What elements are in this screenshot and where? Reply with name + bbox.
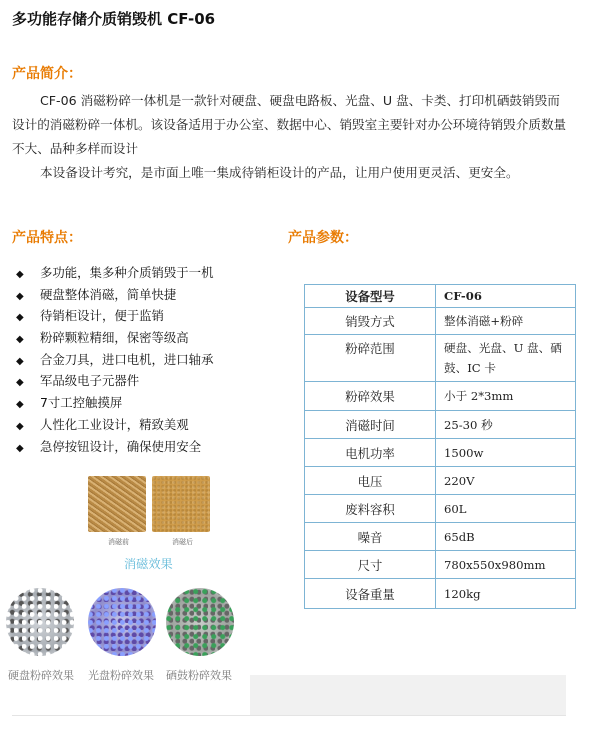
feature-item bbox=[16, 327, 276, 349]
feature-text: 硬盘整体消磁，简单快捷 bbox=[40, 286, 177, 302]
diamond-bullet-icon: ◆ bbox=[16, 377, 24, 389]
footer-divider bbox=[12, 715, 566, 716]
param-value: 60L bbox=[436, 495, 576, 523]
cd-shred-image bbox=[88, 588, 156, 656]
feature-text: 粉碎颗粒精细，保密等级高 bbox=[40, 330, 189, 346]
feature-item bbox=[16, 349, 276, 371]
table-row bbox=[305, 285, 576, 308]
intro-text bbox=[12, 89, 572, 185]
param-key: 消磁时间 bbox=[305, 411, 436, 439]
feature-item bbox=[16, 305, 276, 327]
table-row bbox=[305, 335, 576, 382]
features-list bbox=[16, 262, 276, 457]
diamond-bullet-icon: ◆ bbox=[16, 334, 24, 346]
feature-item bbox=[16, 262, 276, 284]
table-row bbox=[305, 467, 576, 495]
diamond-bullet-icon: ◆ bbox=[16, 312, 24, 324]
diamond-bullet-icon: ◆ bbox=[16, 290, 24, 302]
diamond-bullet-icon: ◆ bbox=[16, 399, 24, 411]
param-key: 噪音 bbox=[305, 523, 436, 551]
param-value: 小于 2*3mm bbox=[436, 382, 576, 411]
table-row bbox=[305, 382, 576, 411]
table-row bbox=[305, 411, 576, 439]
texture-before-caption: 消磁前 bbox=[108, 538, 129, 546]
params-table bbox=[304, 284, 576, 609]
param-value: 1500w bbox=[436, 439, 576, 467]
param-value: 120kg bbox=[436, 579, 576, 609]
param-value: 780x550x980mm bbox=[436, 551, 576, 579]
feature-item bbox=[16, 370, 276, 392]
table-row bbox=[305, 551, 576, 579]
toner-drum-shred-image bbox=[166, 588, 234, 656]
table-row bbox=[305, 523, 576, 551]
hard-disk-shred-caption: 硬盘粉碎效果 bbox=[8, 669, 74, 682]
param-value: 65dB bbox=[436, 523, 576, 551]
param-key: 废料容积 bbox=[305, 495, 436, 523]
param-key: 电机功率 bbox=[305, 439, 436, 467]
intro-heading: 产品简介： bbox=[12, 66, 82, 82]
intro-paragraph-2: 本设备设计考究，是市面上唯一集成待销柜设计的产品，让用户使用更灵活、更安全。 bbox=[40, 165, 519, 180]
table-row bbox=[305, 439, 576, 467]
diamond-bullet-icon: ◆ bbox=[16, 269, 24, 280]
hard-disk-shred-image bbox=[6, 588, 74, 656]
demag-effect-caption: 消磁效果 bbox=[124, 557, 173, 571]
feature-text: 人性化工业设计，精致美观 bbox=[40, 416, 189, 432]
param-value: 硬盘、光盘、U 盘、硒鼓、IC 卡 bbox=[436, 335, 576, 382]
intro-paragraph-1: CF-06 消磁粉碎一体机是一款针对硬盘、硬盘电路板、光盘、U 盘、卡类、打印机硒鼓销毁而设计的消磁粉碎一体机。该设备适用于办公室、数据中心、销毁室主要针对办公环境待销毁介质数量不大、品种多样而设计 bbox=[12, 93, 567, 156]
param-key: 电压 bbox=[305, 467, 436, 495]
param-value: CF-06 bbox=[436, 285, 576, 308]
params-heading: 产品参数： bbox=[288, 230, 358, 246]
param-value: 220V bbox=[436, 467, 576, 495]
diamond-bullet-icon: ◆ bbox=[16, 442, 24, 454]
feature-text: 多功能，集多种介质销毁于一机 bbox=[40, 265, 214, 280]
feature-text: 待销柜设计，便于监销 bbox=[40, 308, 164, 324]
footer-panel bbox=[250, 675, 566, 715]
param-key: 粉碎范围 bbox=[305, 335, 436, 382]
param-key: 粉碎效果 bbox=[305, 382, 436, 411]
demagnetized-texture-before-image bbox=[88, 476, 146, 532]
cd-shred-caption: 光盘粉碎效果 bbox=[88, 669, 154, 682]
page-title: 多功能存储介质销毁机 CF-06 bbox=[12, 10, 216, 28]
param-key: 销毁方式 bbox=[305, 308, 436, 335]
feature-text: 合金刀具，进口电机，进口轴承 bbox=[40, 351, 214, 367]
feature-item bbox=[16, 414, 276, 436]
feature-text: 急停按钮设计，确保使用安全 bbox=[40, 438, 202, 454]
feature-item bbox=[16, 436, 276, 458]
param-value: 25-30 秒 bbox=[436, 411, 576, 439]
diamond-bullet-icon: ◆ bbox=[16, 420, 24, 432]
feature-item bbox=[16, 284, 276, 306]
table-row bbox=[305, 308, 576, 335]
param-key: 尺寸 bbox=[305, 551, 436, 579]
param-key: 设备型号 bbox=[305, 285, 436, 308]
table-row bbox=[305, 579, 576, 609]
feature-text: 军品级电子元器件 bbox=[40, 373, 140, 389]
param-key: 设备重量 bbox=[305, 579, 436, 609]
toner-drum-shred-caption: 硒鼓粉碎效果 bbox=[166, 669, 232, 682]
feature-text: 7寸工控触摸屏 bbox=[40, 395, 123, 411]
diamond-bullet-icon: ◆ bbox=[16, 355, 24, 367]
param-value: 整体消磁+粉碎 bbox=[436, 308, 576, 335]
feature-item bbox=[16, 392, 276, 414]
texture-after-caption: 消磁后 bbox=[172, 538, 193, 546]
demagnetized-texture-after-image bbox=[152, 476, 210, 532]
features-heading: 产品特点： bbox=[12, 230, 82, 246]
table-row bbox=[305, 495, 576, 523]
